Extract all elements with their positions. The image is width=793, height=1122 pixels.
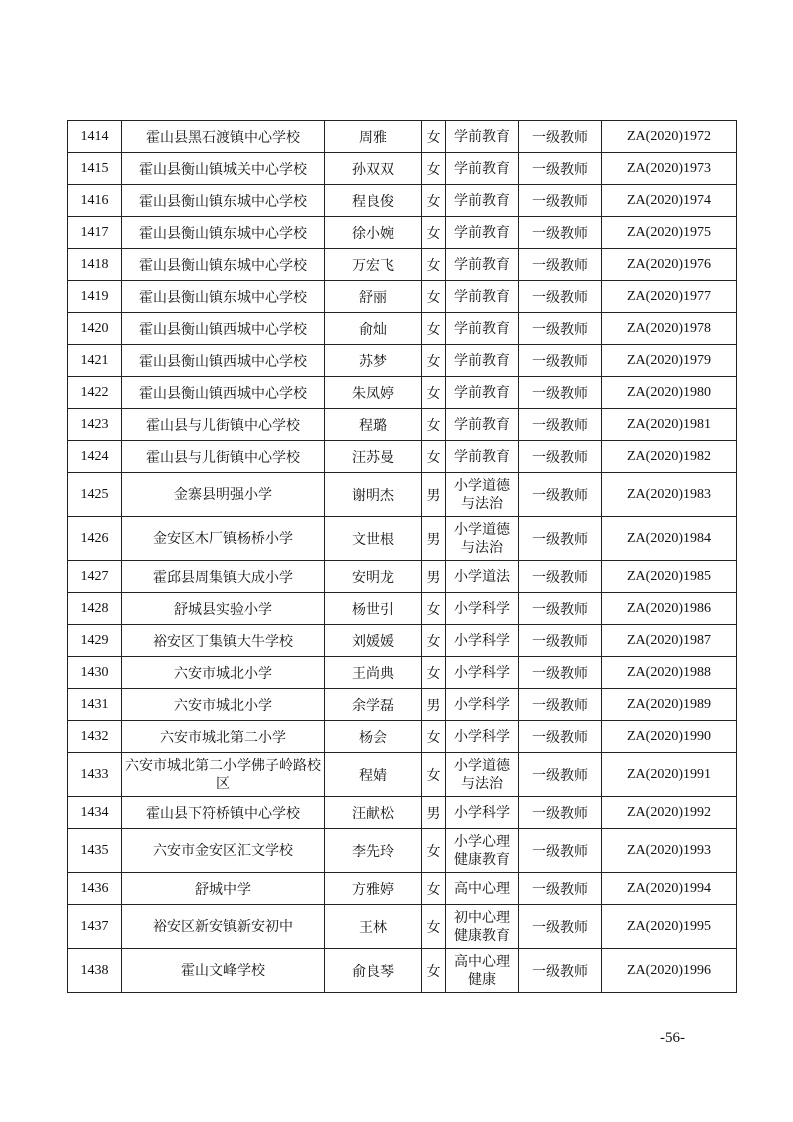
certificate-number: ZA(2020)1984 [602,517,737,561]
table-row [68,409,737,441]
row-number: 1428 [68,593,122,625]
certificate-number: ZA(2020)1995 [602,905,737,949]
teacher-title: 一级教师 [519,517,602,561]
certificate-number: ZA(2020)1982 [602,441,737,473]
teacher-name: 万宏飞 [325,249,422,281]
teacher-name: 王尚典 [325,657,422,689]
gender: 女 [422,345,446,377]
teacher-name: 俞灿 [325,313,422,345]
school-name: 金寨县明强小学 [122,473,325,517]
teacher-title: 一级教师 [519,153,602,185]
school-name: 霍山县衡山镇西城中心学校 [122,377,325,409]
gender: 女 [422,313,446,345]
row-number: 1431 [68,689,122,721]
teacher-title: 一级教师 [519,625,602,657]
teacher-name: 杨世引 [325,593,422,625]
table-row [68,377,737,409]
gender: 女 [422,249,446,281]
row-number: 1432 [68,721,122,753]
subject: 小学科学 [446,797,519,829]
subject: 学前教育 [446,217,519,249]
table-body [68,121,737,993]
certificate-number: ZA(2020)1976 [602,249,737,281]
table-row [68,949,737,993]
row-number: 1418 [68,249,122,281]
teacher-title: 一级教师 [519,185,602,217]
subject: 学前教育 [446,441,519,473]
certificate-number: ZA(2020)1988 [602,657,737,689]
gender: 女 [422,949,446,993]
subject: 学前教育 [446,377,519,409]
teacher-title: 一级教师 [519,345,602,377]
table-row [68,441,737,473]
school-name: 霍山县下符桥镇中心学校 [122,797,325,829]
table-row [68,313,737,345]
school-name: 霍山县衡山镇东城中心学校 [122,249,325,281]
teacher-name: 孙双双 [325,153,422,185]
certificate-number: ZA(2020)1973 [602,153,737,185]
teacher-title: 一级教师 [519,949,602,993]
teacher-name: 文世根 [325,517,422,561]
row-number: 1437 [68,905,122,949]
table-row [68,829,737,873]
table-row [68,625,737,657]
subject: 高中心理 [446,873,519,905]
school-name: 霍山县衡山镇东城中心学校 [122,217,325,249]
school-name: 舒城中学 [122,873,325,905]
row-number: 1427 [68,561,122,593]
page-number: -56- [660,1030,685,1046]
certificate-number: ZA(2020)1996 [602,949,737,993]
teacher-name: 李先玲 [325,829,422,873]
table-row [68,797,737,829]
teacher-title: 一级教师 [519,593,602,625]
certificate-number: ZA(2020)1981 [602,409,737,441]
certificate-number: ZA(2020)1972 [602,121,737,153]
teacher-name: 杨会 [325,721,422,753]
teacher-name: 程璐 [325,409,422,441]
subject: 小学科学 [446,625,519,657]
teacher-name: 汪献松 [325,797,422,829]
teacher-title: 一级教师 [519,721,602,753]
certificate-number: ZA(2020)1992 [602,797,737,829]
teacher-name: 王林 [325,905,422,949]
table-row [68,121,737,153]
row-number: 1424 [68,441,122,473]
certificate-number: ZA(2020)1989 [602,689,737,721]
row-number: 1425 [68,473,122,517]
subject: 学前教育 [446,345,519,377]
school-name: 舒城县实验小学 [122,593,325,625]
certificate-number: ZA(2020)1994 [602,873,737,905]
school-name: 霍山县衡山镇东城中心学校 [122,281,325,313]
table-row [68,217,737,249]
teacher-title: 一级教师 [519,689,602,721]
gender: 女 [422,377,446,409]
certificate-number: ZA(2020)1975 [602,217,737,249]
gender: 女 [422,281,446,313]
subject: 小学科学 [446,657,519,689]
school-name: 六安市城北小学 [122,689,325,721]
teacher-name: 谢明杰 [325,473,422,517]
table-row [68,517,737,561]
gender: 男 [422,473,446,517]
row-number: 1419 [68,281,122,313]
certificate-number: ZA(2020)1978 [602,313,737,345]
subject: 小学科学 [446,593,519,625]
certificate-number: ZA(2020)1985 [602,561,737,593]
school-name: 霍山县衡山镇西城中心学校 [122,345,325,377]
subject: 小学科学 [446,721,519,753]
teacher-title: 一级教师 [519,657,602,689]
subject: 学前教育 [446,153,519,185]
table-row [68,657,737,689]
row-number: 1436 [68,873,122,905]
teacher-name: 舒丽 [325,281,422,313]
teacher-title: 一级教师 [519,409,602,441]
row-number: 1435 [68,829,122,873]
certificate-number: ZA(2020)1974 [602,185,737,217]
school-name: 六安市城北第二小学佛子岭路校区 [122,753,325,797]
subject: 高中心理健康 [446,949,519,993]
table-row [68,345,737,377]
teacher-title: 一级教师 [519,441,602,473]
row-number: 1414 [68,121,122,153]
teacher-title: 一级教师 [519,473,602,517]
gender: 女 [422,657,446,689]
subject: 学前教育 [446,409,519,441]
subject: 小学道德与法治 [446,473,519,517]
table-row [68,873,737,905]
table-row [68,153,737,185]
teacher-name: 安明龙 [325,561,422,593]
subject: 学前教育 [446,249,519,281]
gender: 女 [422,217,446,249]
gender: 女 [422,873,446,905]
row-number: 1430 [68,657,122,689]
certificate-number: ZA(2020)1993 [602,829,737,873]
gender: 女 [422,153,446,185]
row-number: 1423 [68,409,122,441]
table-row [68,281,737,313]
gender: 女 [422,905,446,949]
gender: 女 [422,593,446,625]
subject: 小学道德与法治 [446,753,519,797]
table-row [68,473,737,517]
teacher-name: 俞良琴 [325,949,422,993]
row-number: 1415 [68,153,122,185]
teacher-title: 一级教师 [519,377,602,409]
teacher-name: 徐小婉 [325,217,422,249]
teacher-name: 周雅 [325,121,422,153]
row-number: 1420 [68,313,122,345]
subject: 初中心理健康教育 [446,905,519,949]
table-row [68,753,737,797]
row-number: 1421 [68,345,122,377]
school-name: 霍山县与儿街镇中心学校 [122,409,325,441]
row-number: 1417 [68,217,122,249]
table-row [68,249,737,281]
subject: 学前教育 [446,313,519,345]
teacher-title: 一级教师 [519,561,602,593]
school-name: 霍山县衡山镇城关中心学校 [122,153,325,185]
row-number: 1422 [68,377,122,409]
certificate-number: ZA(2020)1990 [602,721,737,753]
gender: 女 [422,441,446,473]
gender: 女 [422,625,446,657]
table-row [68,561,737,593]
gender: 女 [422,829,446,873]
school-name: 六安市金安区汇文学校 [122,829,325,873]
teacher-name: 余学磊 [325,689,422,721]
school-name: 霍山县黑石渡镇中心学校 [122,121,325,153]
teacher-name: 方雅婷 [325,873,422,905]
table-row [68,689,737,721]
subject: 学前教育 [446,281,519,313]
row-number: 1433 [68,753,122,797]
certificate-number: ZA(2020)1983 [602,473,737,517]
school-name: 六安市城北第二小学 [122,721,325,753]
subject: 学前教育 [446,185,519,217]
teacher-name: 汪苏曼 [325,441,422,473]
row-number: 1416 [68,185,122,217]
certificate-number: ZA(2020)1977 [602,281,737,313]
row-number: 1434 [68,797,122,829]
teacher-title: 一级教师 [519,753,602,797]
teacher-title: 一级教师 [519,829,602,873]
school-name: 霍邱县周集镇大成小学 [122,561,325,593]
table-row [68,721,737,753]
table-row [68,185,737,217]
school-name: 霍山县与儿街镇中心学校 [122,441,325,473]
teacher-title: 一级教师 [519,121,602,153]
row-number: 1438 [68,949,122,993]
gender: 男 [422,561,446,593]
certificate-number: ZA(2020)1979 [602,345,737,377]
certificate-number: ZA(2020)1980 [602,377,737,409]
school-name: 金安区木厂镇杨桥小学 [122,517,325,561]
teacher-name: 程婧 [325,753,422,797]
certificate-number: ZA(2020)1987 [602,625,737,657]
certificate-number: ZA(2020)1991 [602,753,737,797]
teacher-title: 一级教师 [519,313,602,345]
teacher-title: 一级教师 [519,797,602,829]
gender: 女 [422,753,446,797]
gender: 男 [422,689,446,721]
subject: 小学道法 [446,561,519,593]
teacher-name: 朱凤婷 [325,377,422,409]
teacher-name: 程良俊 [325,185,422,217]
teacher-name: 刘媛媛 [325,625,422,657]
school-name: 六安市城北小学 [122,657,325,689]
school-name: 霍山县衡山镇东城中心学校 [122,185,325,217]
school-name: 裕安区丁集镇大牛学校 [122,625,325,657]
table-row [68,905,737,949]
gender: 女 [422,409,446,441]
gender: 女 [422,121,446,153]
row-number: 1429 [68,625,122,657]
subject: 学前教育 [446,121,519,153]
certificate-number: ZA(2020)1986 [602,593,737,625]
table-row [68,593,737,625]
subject: 小学道德与法治 [446,517,519,561]
teacher-title: 一级教师 [519,249,602,281]
teacher-title: 一级教师 [519,905,602,949]
gender: 女 [422,721,446,753]
subject: 小学科学 [446,689,519,721]
teacher-title: 一级教师 [519,217,602,249]
gender: 男 [422,797,446,829]
row-number: 1426 [68,517,122,561]
gender: 男 [422,517,446,561]
subject: 小学心理健康教育 [446,829,519,873]
teacher-title: 一级教师 [519,281,602,313]
school-name: 霍山县衡山镇西城中心学校 [122,313,325,345]
teacher-title: 一级教师 [519,873,602,905]
gender: 女 [422,185,446,217]
teacher-table [67,120,737,993]
school-name: 霍山文峰学校 [122,949,325,993]
teacher-name: 苏梦 [325,345,422,377]
school-name: 裕安区新安镇新安初中 [122,905,325,949]
